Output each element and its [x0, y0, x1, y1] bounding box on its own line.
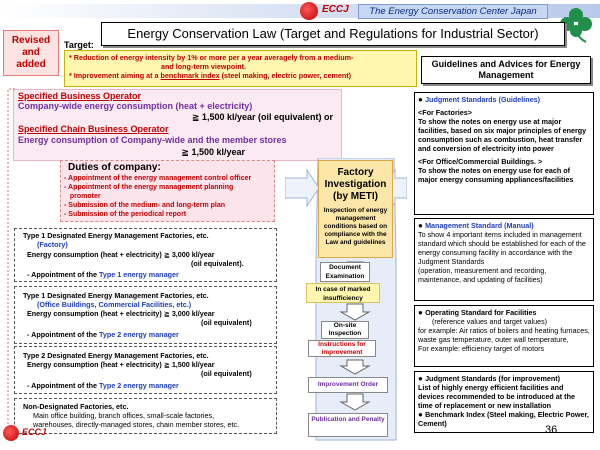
type1-office-heading: Type 1 Designated Energy Management Factories, etc. — [23, 291, 209, 300]
eccj-banner: The Energy Conservation Center Japan — [358, 4, 548, 19]
added-word: added — [16, 59, 46, 70]
type1-factory-appointment — [27, 270, 179, 279]
bullet-icon: ● — [418, 221, 426, 230]
non-designated-line-2: Main office building, branch offices, small-scale factories, — [33, 411, 215, 420]
improvement-order-box: Improvement Order — [308, 377, 388, 393]
revised-word: Revised — [11, 35, 51, 46]
type1-office-box — [14, 286, 277, 344]
operating-standard-text-2: For example: efficiency target of motors — [418, 344, 545, 353]
investigation-title: Factory Investigation (by METI) — [324, 167, 387, 202]
operating-standard-title — [418, 308, 590, 317]
page-title: Energy Conservation Law (Target and Regulations for Industrial Sector) — [101, 22, 565, 46]
benchmark-index-link: benchmark index — [160, 71, 220, 80]
type1-office-appointment — [27, 330, 179, 339]
management-standard-box — [414, 218, 594, 301]
type2-factory-box — [14, 346, 277, 394]
type1-energy-manager: Type 1 energy manager — [99, 270, 179, 279]
duty-item: - Appointment of the energy management planning — [64, 184, 234, 191]
improvement-standards-title-text: Judgment Standards (for improvement) — [425, 374, 561, 383]
type1-office-consumption: Energy consumption (heat + electricity) ≧ 3,000 kl/year — [27, 309, 215, 318]
judgment-standards-box — [414, 92, 594, 215]
operating-standard-title-text: Operating Standard for Facilities — [425, 308, 537, 317]
benchmark-index-title-text: Benchmark Index (Steel making, Electric Power, Cement) — [418, 410, 589, 428]
instructions-box: Instructions for improvement — [308, 340, 376, 357]
onsite-inspection-box: On-site Inspection — [321, 321, 369, 339]
document-examination-box: Document Examination — [320, 262, 370, 282]
type2-unit: (oil equivalent) — [201, 369, 252, 378]
duty-item: - Appointment of the energy management control officer — [64, 175, 252, 182]
appointment-prefix: - Appointment of the — [27, 381, 99, 390]
improvement-standards-text: List of highly energy efficient facilities and devices recommended to be introduced at the time of replacement or new installation — [418, 383, 575, 410]
management-standard-text: To show 4 important items included in management standard which should be established for each of the energy consuming facility in accordance with the Judgment Standards — [418, 230, 586, 266]
improvement-standards-title — [418, 374, 590, 383]
non-designated-line-3: warehouses, directly-managed stores, chain member stores, etc. — [33, 420, 240, 429]
type2-energy-manager: Type 2 energy manager — [99, 330, 179, 339]
guidelines-heading: Guidelines and Advices for Energy Management — [421, 56, 591, 84]
footer-logo-text: ECCJ — [22, 427, 47, 437]
improvement-standards-box — [414, 371, 594, 433]
specified-business-operator-threshold: ≧ 1,500 kl/year (oil equivalent) or — [191, 112, 333, 122]
target-line-3-prefix: * Improvement aiming at a — [69, 71, 161, 80]
for-factories-text: To show the notes on energy use at major facilities, based on six major principles of energy consumption such as combustion, heat transfer and conversion of electricity into power — [418, 117, 587, 153]
type1-factory-unit: (oil equivalent). — [191, 259, 244, 268]
for-factories-label: <For Factories> — [418, 108, 472, 117]
judgment-standards-title — [418, 95, 590, 104]
for-office-label: <For Office/Commercial Buildings. > — [418, 157, 543, 166]
duty-item: - Submission of the medium- and long-term plan — [64, 202, 226, 209]
duty-item: - Submission of the periodical report — [64, 211, 187, 218]
bullet-icon: ● — [418, 410, 426, 419]
target-line-1: * Reduction of energy intensity by 1% or more per a year averagely from a medium- — [69, 53, 354, 62]
duties-of-company-box — [60, 160, 275, 222]
target-line-3 — [69, 71, 412, 80]
benchmark-index-title — [418, 410, 590, 428]
eccj-logo-text: ECCJ — [322, 4, 349, 15]
specified-chain-operator-threshold: ≧ 1,500 kl/year — [181, 147, 245, 157]
type2-energy-manager: Type 2 energy manager — [99, 381, 179, 390]
publication-penalty-box: Publication and Penalty — [308, 413, 388, 437]
type2-consumption: Energy consumption (heat + electricity) ≧ 1,500 kl/year — [27, 360, 215, 369]
target-label: Target: — [64, 40, 94, 50]
type1-factory-heading: Type 1 Designated Energy Management Factories, etc. — [23, 231, 209, 240]
revised-and-added-badge — [3, 30, 59, 76]
specified-business-operator-text: Company-wide energy consumption (heat + electricity) — [18, 101, 253, 111]
type1-factory-consumption: Energy consumption (heat + electricity) ≧ 3,000 kl/year — [27, 250, 215, 259]
management-standard-title-text: Management Standard (Manual) — [425, 221, 534, 230]
management-standard-title — [418, 221, 590, 230]
non-designated-heading: Non-Designated Factories, etc. — [23, 402, 129, 411]
factory-investigation-box — [318, 160, 393, 258]
type1-factory-box — [14, 228, 277, 282]
left-bracket — [4, 88, 16, 438]
target-box — [64, 50, 417, 87]
specified-chain-operator-text: Energy consumption of Company-wide and the member stores — [18, 135, 287, 145]
type2-appointment — [27, 381, 179, 390]
arrow-from-left — [285, 170, 319, 206]
specified-business-operator-heading: Specified Business Operator — [18, 91, 142, 101]
appointment-prefix: - Appointment of the — [27, 270, 99, 279]
management-standard-text-2: (operation, measurement and recording, maintenance, and updating of facilities) — [418, 266, 547, 284]
target-line-2: and long-term viewpoint. — [161, 62, 247, 71]
type2-heading: Type 2 Designated Energy Management Factories, etc. — [23, 351, 209, 360]
judgment-standards-title-text: Judgment Standards (Guidelines) — [425, 95, 541, 104]
eccj-sun-icon — [300, 2, 318, 20]
appointment-prefix: - Appointment of the — [27, 330, 99, 339]
for-office-text: To show the notes on energy use for each of major energy consuming appliances/facilities — [418, 166, 574, 184]
operating-standard-text: for example: Air ratios of boilers and heating furnaces, waste gas temperature, outer wall temperature, — [418, 326, 590, 344]
non-designated-box — [14, 398, 277, 434]
bullet-icon: ● — [418, 95, 426, 104]
specified-chain-operator-heading: Specified Chain Business Operator — [18, 124, 169, 134]
target-line-3-suffix: (steel making, electric power, cement) — [219, 71, 352, 80]
type1-factory-subtitle: (Factory) — [37, 240, 68, 249]
footer-eccj-sun-icon — [3, 425, 19, 441]
duty-item: promoter — [64, 193, 101, 200]
bullet-icon: ● — [418, 374, 426, 383]
and-word: and — [22, 47, 40, 58]
operating-standard-box — [414, 305, 594, 367]
operating-standard-subtitle: (reference values and target values) — [432, 317, 548, 326]
page-number: 36 — [545, 424, 558, 436]
specified-operator-box — [13, 89, 342, 161]
bullet-icon: ● — [418, 308, 426, 317]
duties-title: Duties of company: — [68, 162, 161, 173]
type1-office-subtitle: (Office Buildings, Commercial Facilities, etc.) — [37, 300, 192, 309]
investigation-description: Inspection of energy management conditions based on compliance with the Law and guidelines — [323, 207, 388, 246]
marked-insufficiency-box: In case of marked insufficiency — [306, 283, 380, 303]
type1-office-unit: (oil equivalent) — [201, 318, 252, 327]
